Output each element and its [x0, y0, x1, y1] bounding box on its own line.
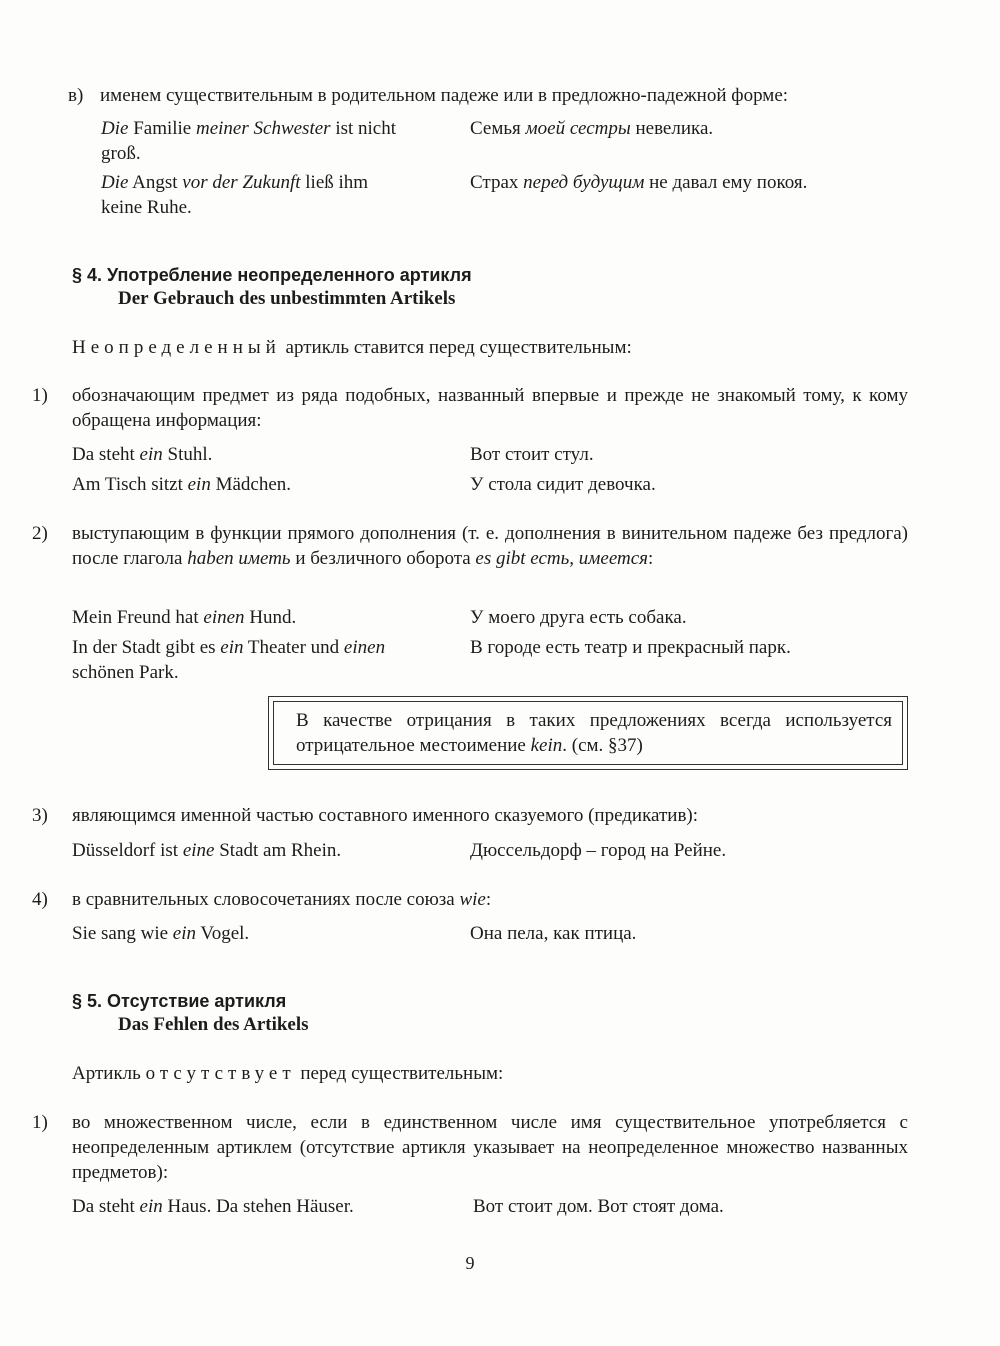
list-item-text: во множественном числе, если в единственном числе имя существительное употребляется с неопределенным артиклем (отсутствие артикля указывает на неопределенное множество названных предметов): [72, 1112, 908, 1183]
example-ru: Семья моей сестры невелика. [470, 118, 714, 139]
example-ru: У стола сидит девочка. [470, 474, 656, 495]
list-item-text: обозначающим предмет из ряда подобных, названный впервые и прежде не знакомый тому, к кому обращена информация: [72, 385, 908, 431]
page-number: 9 [465, 1253, 475, 1273]
example-ru: У моего друга есть собака. [470, 607, 687, 628]
note-text: В качестве отрицания в таких предложениях всегда используется отрицательное местоимение kein. (см. §37) [273, 701, 903, 765]
example-de: Die Angst vor der Zukunft ließ ihm keine Ruhe. [101, 172, 369, 218]
list-number: 1) [32, 1112, 48, 1133]
example-ru: Страх перед будущим не давал ему покоя. [470, 172, 808, 193]
example-ru: Вот стоит дом. Вот стоят дома. [473, 1196, 724, 1217]
example-de: Am Tisch sitzt ein Mädchen. [72, 474, 292, 495]
note-box [268, 696, 908, 770]
example-de: Die Familie meiner Schwester ist nicht groß. [101, 118, 397, 164]
example-de: Mein Freund hat einen Hund. [72, 607, 297, 628]
list-number: 4) [32, 889, 48, 910]
example-ru: В городе есть театр и прекрасный парк. [470, 637, 791, 658]
section-subtitle: Der Gebrauch des unbestimmten Artikels [118, 288, 456, 309]
list-number: 1) [32, 385, 48, 406]
section-title: § 4. Употребление неопределенного артикля [72, 265, 472, 285]
list-item-text: являющимся именной частью составного именного сказуемого (предикатив): [72, 805, 699, 826]
example-ru: Дюссельдорф – город на Рейне. [470, 840, 727, 861]
section-title: § 5. Отсутствие артикля [72, 991, 287, 1011]
example-ru: Она пела, как птица. [470, 923, 637, 944]
list-item-text: в сравнительных словосочетаниях после союза wie: [72, 889, 492, 910]
example-de: Düsseldorf ist eine Stadt am Rhein. [72, 840, 342, 861]
section-subtitle: Das Fehlen des Artikels [118, 1014, 309, 1035]
section-intro: Артикль отсутствует перед существительным: [72, 1063, 504, 1084]
example-ru: Вот стоит стул. [470, 444, 594, 465]
list-number: 3) [32, 805, 48, 826]
example-de: Da steht ein Haus. Da stehen Häuser. [72, 1196, 354, 1217]
paragraph: именем существительным в родительном падеже или в предложно-падежной форме: [100, 85, 789, 106]
list-number: 2) [32, 523, 48, 544]
example-de: In der Stadt gibt es ein Theater und einen schönen Park. [72, 637, 386, 683]
example-de: Sie sang wie ein Vogel. [72, 923, 250, 944]
list-marker: в) [68, 85, 84, 106]
list-item-text: выступающим в функции прямого дополнения (т. е. дополнения в винительном падеже без предлога) после глагола haben иметь и безличного оборота es gibt есть, имеется: [72, 523, 908, 569]
section-intro: Неопределенный артикль ставится перед существительным: [72, 337, 632, 358]
example-de: Da steht ein Stuhl. [72, 444, 213, 465]
